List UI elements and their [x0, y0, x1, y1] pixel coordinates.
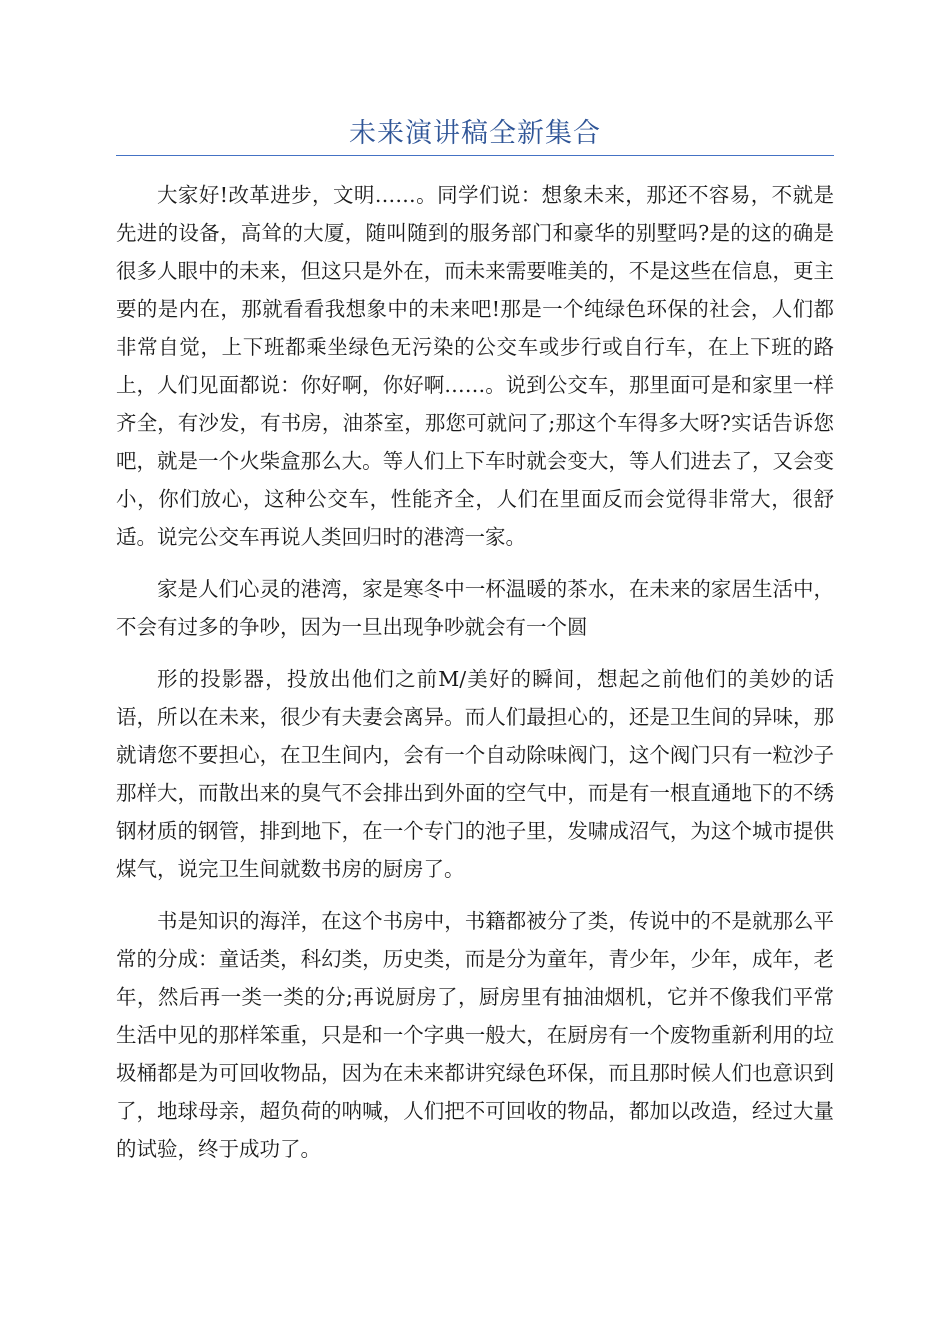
paragraph-1: 大家好!改革进步，文明……。同学们说：想象未来，那还不容易，不就是先进的设备，高耸的大厦，随叫随到的服务部门和豪华的别墅吗?是的这的确是很多人眼中的未来，但这只是外在，而未来需要唯美的，不是这些在信息，更主要的是内在，那就看看我想象中的未来吧!那是一个纯绿色环保的社会，人们都非常自觉，上下班都乘坐绿色无污染的公交车或步行或自行车，在上下班的路上，人们见面都说：你好啊，你好啊……。说到公交车，那里面可是和家里一样齐全，有沙发，有书房，油茶室，那您可就问了;那这个车得多大呀?实话告诉您吧，就是一个火柴盒那么大。等人们上下车时就会变大，等人们进去了，又会变小，你们放心，这种公交车，性能齐全，人们在里面反而会觉得非常大，很舒适。说完公交车再说人类回归时的港湾一家。	[116, 183, 834, 549]
paragraph-4: 书是知识的海洋，在这个书房中，书籍都被分了类，传说中的不是就那么平常的分成：童话类，科幻类，历史类，而是分为童年，青少年，少年，成年，老年，然后再一类一类的分;再说厨房了，厨房里有抽油烟机，它并不像我们平常生活中见的那样笨重，只是和一个字典一般大，在厨房有一个废物重新利用的垃圾桶都是为可回收物品，因为在未来都讲究绿色环保，而且那时候人们也意识到了，地球母亲，超负荷的呐喊，人们把不可回收的物品，都加以改造，经过大量的试验，终于成功了。	[116, 909, 834, 1161]
document-body	[116, 176, 834, 1182]
paragraph-2: 家是人们心灵的港湾，家是寒冬中一杯温暖的茶水，在未来的家居生活中，不会有过多的争吵，因为一旦出现争吵就会有一个圆	[116, 577, 834, 639]
paragraph-3: 形的投影器，投放出他们之前M/美好的瞬间，想起之前他们的美妙的话语，所以在未来，很少有夫妻会离异。而人们最担心的，还是卫生间的异味，那就请您不要担心，在卫生间内，会有一个自动除味阀门，这个阀门只有一粒沙子那样大，而散出来的臭气不会排出到外面的空气中，而是有一根直通地下的不绣钢材质的钢管，排到地下，在一个专门的池子里，发啸成沼气，为这个城市提供煤气，说完卫生间就数书房的厨房了。	[116, 667, 834, 881]
title-underline	[116, 155, 834, 156]
document-title: 未来演讲稿全新集合	[349, 118, 601, 149]
